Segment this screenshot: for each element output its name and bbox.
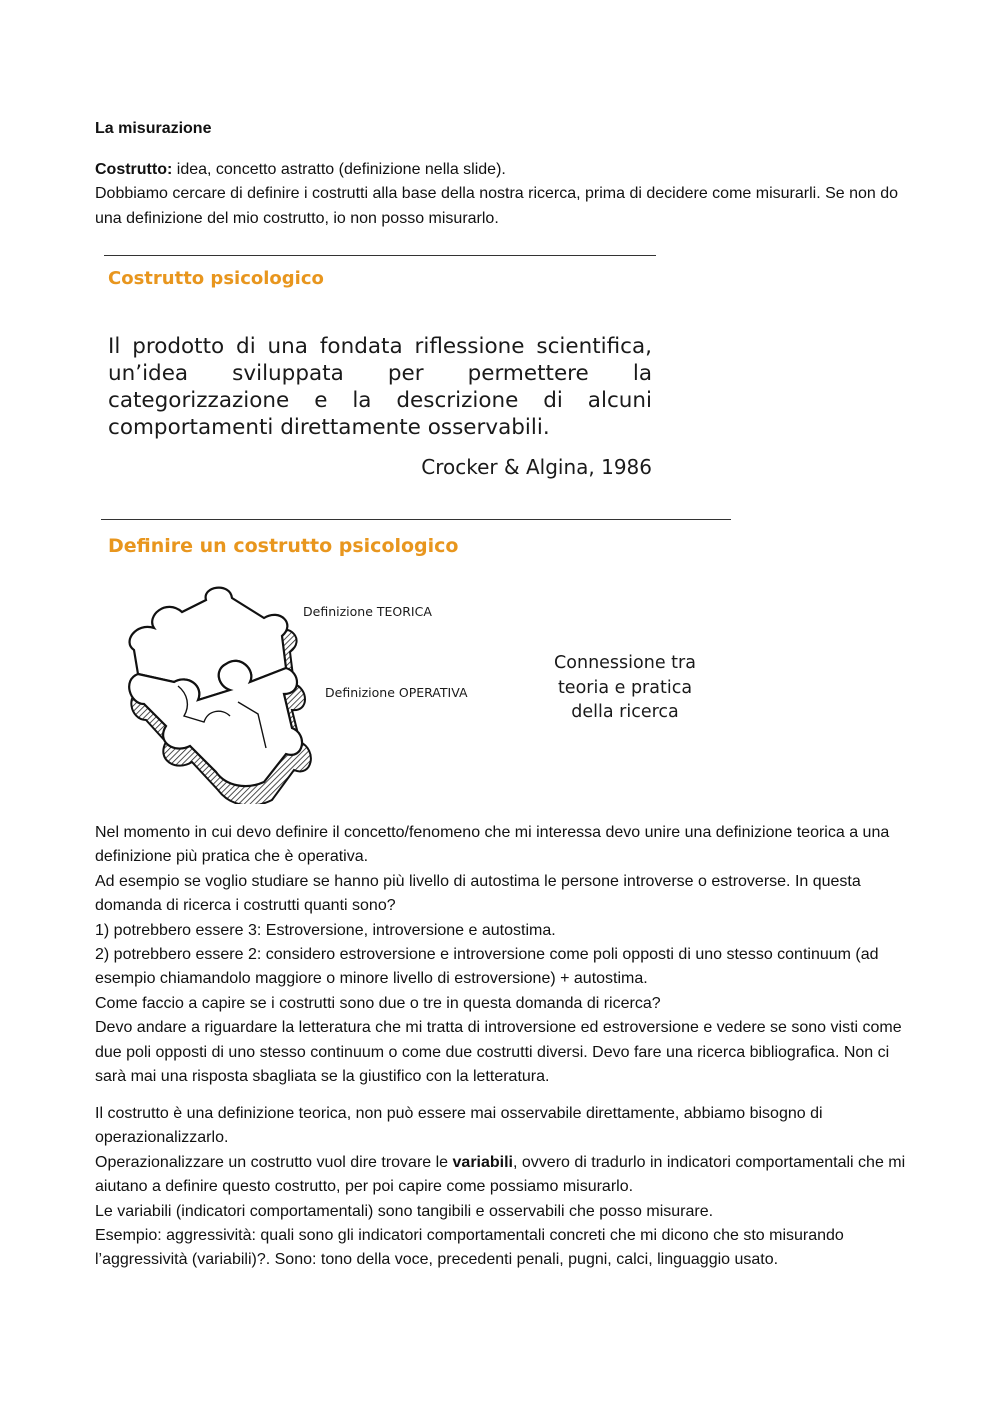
slide2-top-rule [101,519,731,520]
slide1-citation: Crocker & Algina, 1986 [421,455,652,479]
variabili-term: variabili [452,1153,513,1171]
body1-paragraph-4: 2) potrebbero essere 2: considero estroversione e introversione come poli opposti di uno stesso continuum (ad esempio chiamandolo maggiore o minore livello di estroversione) + autostima. [95,946,879,988]
slide1-quote: Il prodotto di una fondata riflessione scientifica, un’idea sviluppata per permettere la categorizzazione e la descrizione di alcuni comportamenti direttamente osservabili. [108,334,652,440]
body2-paragraph-2 [95,1151,907,1200]
label-definizione-teorica: Definizione TEORICA [303,604,432,619]
slide1-top-rule [104,255,656,256]
body-section-2 [95,1102,907,1273]
body2-paragraph-1: Il costrutto è una definizione teorica, non può essere mai osservabile direttamente, abbiamo bisogno di operazionalizzarlo. [95,1105,823,1147]
body2-paragraph-4: Esempio: aggressività: quali sono gli indicatori comportamentali concreti che mi dicono che sto misurando l’aggressività (variabili)?. Sono: tono della voce, precedenti penali, pugni, calci, linguaggio usato. [95,1227,844,1269]
body1-paragraph-1: Nel momento in cui devo definire il concetto/fenomeno che mi interessa devo unire una definizione teorica a una definizione più pratica che è operativa. [95,824,890,866]
body1-paragraph-3: 1) potrebbero essere 3: Estroversione, introversione e autostima. [95,921,556,939]
body1-paragraph-6: Devo andare a riguardare la letteratura che mi tratta di introversione ed estroversione e vedere se sono visti come due poli opposti di uno stesso continuum o come due costrutti diversi. Devo fare una ricerca bibliografica. Non ci sarà mai una risposta sbagliata se la giustifico con la letteratura. [95,1019,902,1086]
costrutto-term: Costrutto: [95,161,173,178]
body1-paragraph-2: Ad esempio se voglio studiare se hanno più livello di autostima le persone introverse o estroverse. In questa domanda di ricerca i costrutti quanti sono? [95,872,861,915]
intro-paragraph [95,158,907,231]
costrutto-definition: idea, concetto astratto (definizione nella slide). [172,161,506,178]
connection-caption [535,651,715,725]
intro-line-2: Dobbiamo cercare di definire i costrutti alla base della nostra ricerca, prima di decidere come misurarli. Se non do una definizione del mio costrutto, io non posso misurarlo. [95,185,899,227]
connection-line-3: della ricerca [571,702,679,722]
body2-paragraph-3: Le variabili (indicatori comportamentali) sono tangibili e osservabili che posso misurare. [95,1202,714,1220]
puzzle-icon [118,582,318,804]
page-title: La misurazione [95,120,212,137]
body-section-1 [95,821,907,1089]
connection-line-1: Connessione tra [554,653,696,673]
intro-line-1 [95,158,907,182]
body1-paragraph-5: Come faccio a capire se i costrutti sono due o tre in questa domanda di ricerca? [95,994,661,1012]
slide1-title: Costrutto psicologico [108,268,324,289]
connection-line-2: teoria e pratica [557,677,693,698]
label-definizione-operativa: Definizione OPERATIVA [325,685,468,700]
slide2-title: Definire un costrutto psicologico [108,535,459,557]
body2-paragraph-2a: Operazionalizzare un costrutto vuol dire trovare le [95,1153,453,1171]
body2-paragraph-2c: , ovvero di tradurlo in indicatori comportamentali che mi aiutano a definire questo costrutto, per poi capire come possiamo misurarlo. [95,1153,906,1196]
